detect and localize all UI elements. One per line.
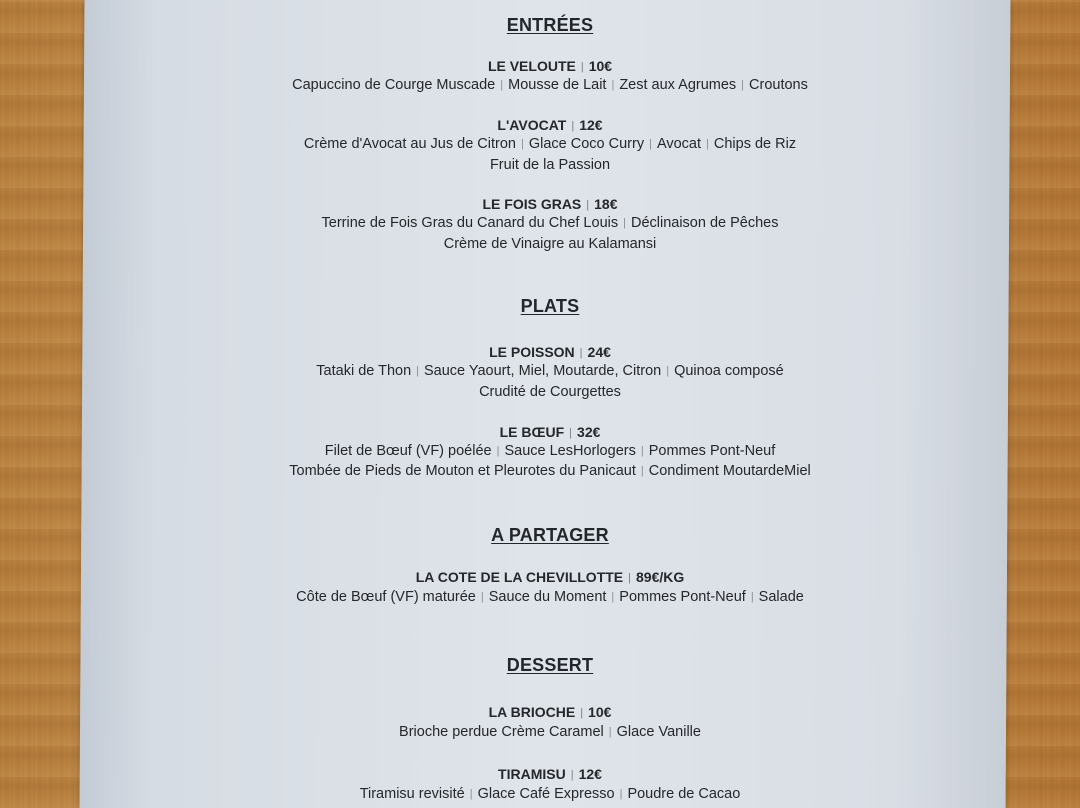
dish-description: Tombée de Pieds de Mouton et Pleurotes du Panicaut | Condiment MoutardeMiel [289,463,811,479]
dish-description: Crème d'Avocat au Jus de Citron | Glace Coco Curry | Avocat | Chips de Riz [303,136,797,152]
wooden-table-left [0,0,92,808]
dish-name-la-brioche: LA BRIOCHE | 10€ [488,704,612,720]
menu-content [82,0,1018,808]
section-title-entrees: ENTRÉES [506,15,594,35]
dish-name-le-poisson: LE POISSON | 24€ [489,344,611,360]
dish-description: Côte de Bœuf (VF) maturée | Sauce du Moment | Pommes Pont-Neuf | Salade [296,589,804,605]
dish-description: Crudité de Courgettes [479,384,621,400]
dish-description: Crème de Vinaigre au Kalamansi [443,236,657,252]
dish-description: Tataki de Thon | Sauce Yaourt, Miel, Moutarde, Citron | Quinoa composé [316,363,784,379]
section-title-a-partager: A PARTAGER [491,525,609,545]
dish-description: Terrine de Fois Gras du Canard du Chef Louis | Déclinaison de Pêches [321,215,779,231]
dish-description: Fruit de la Passion [489,157,611,173]
section-title-plats: PLATS [520,296,580,316]
dish-description: Filet de Bœuf (VF) poélée | Sauce LesHorlogers | Pommes Pont-Neuf [324,443,776,459]
dish-name-tiramisu: TIRAMISU | 12€ [498,766,602,782]
dish-description: Capuccino de Courge Muscade | Mousse de Lait | Zest aux Agrumes | Croutons [292,77,808,93]
dish-description: Brioche perdue Crème Caramel | Glace Vanille [399,724,701,740]
dish-name-la-cote-de-la-chevillotte: LA COTE DE LA CHEVILLOTTE | 89€/KG [415,569,685,585]
section-title-dessert: DESSERT [506,655,594,675]
dish-name-le-boeuf: LE BŒUF | 32€ [499,424,601,440]
dish-description: Tiramisu revisité | Glace Café Expresso | Poudre de Cacao [359,786,741,802]
dish-name-le-veloute: LE VELOUTE | 10€ [487,58,613,74]
dish-name-l-avocat: L'AVOCAT | 12€ [497,117,603,133]
dish-name-le-fois-gras: LE FOIS GRAS | 18€ [482,196,618,212]
